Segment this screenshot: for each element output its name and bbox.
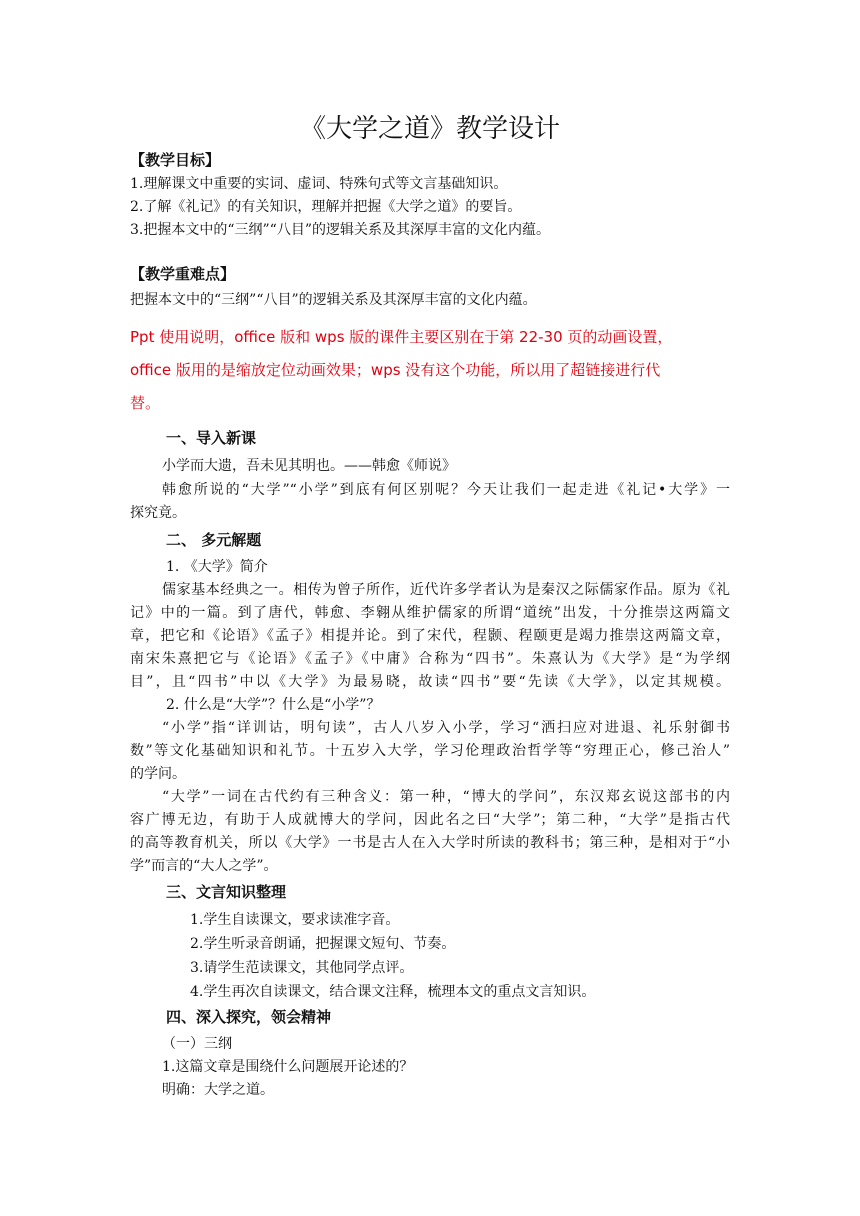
ppt-note-line: office 版用的是缩放定位动画效果；wps 没有这个功能，所以用了超链接进行代: [130, 361, 661, 379]
section-2-subheading: 2. 什么是“大学”？什么是“小学”？: [166, 697, 381, 713]
section-2-paragraph-line: 儒家基本经典之一。相传为曾子所作，近代许多学者认为是秦汉之际儒家作品。原为《礼: [162, 582, 730, 598]
section-4-question: 1.这篇文章是围绕什么问题展开论述的？: [162, 1059, 414, 1075]
section-2-paragraph-line: “小学”指“详训诂，明句读”，古人八岁入小学，学习“洒扫应对进退、礼乐射御书: [162, 720, 730, 736]
section-2-paragraph-line: 记》中的一篇。到了唐代，韩愈、李翱从维护儒家的所谓“道统”出发，十分推崇这两篇文: [130, 605, 730, 621]
section-2-paragraph-line: 的学问。: [130, 766, 186, 782]
section-1-quote: 小学而大遗，吾未见其明也。——韩愈《师说》: [162, 458, 456, 474]
section-3-item: 2.学生听录音朗诵，把握课文短句、节奏。: [190, 936, 456, 952]
section-2-subheading: 1. 《大学》简介: [166, 559, 268, 575]
key-points-text: 把握本文中的“三纲”“八目”的逻辑关系及其深厚丰富的文化内蕴。: [130, 292, 537, 308]
section-2-paragraph-line: 的高等教育机关，所以《大学》一书是古人在入大学时所读的教科书；第三种，是相对于“小: [130, 835, 730, 851]
section-2-heading: 二、 多元解题: [166, 531, 262, 549]
section-2-paragraph-line: 容广博无边，有助于人成就博大的学问，因此名之曰“大学”；第二种，“大学”是指古代: [130, 812, 730, 828]
section-1-paragraph-line: 韩愈所说的“大学”“小学”到底有何区别呢？今天让我们一起走进《礼记•大学》一: [162, 482, 730, 498]
section-2-paragraph-line: “大学”一词在古代约有三种含义：第一种，“博大的学问”，东汉郑玄说这部书的内: [162, 789, 730, 805]
ppt-note-line: Ppt 使用说明，office 版和 wps 版的课件主要区别在于第 22-30 页的动画设置，: [130, 328, 673, 346]
goals-heading: 【教学目标】: [130, 151, 221, 169]
section-4-heading: 四、深入探究，领会精神: [166, 1008, 332, 1026]
section-2-paragraph-line: 章，把它和《论语》《孟子》相提并论。到了宋代，程颢、程颐更是竭力推崇这两篇文章，: [130, 628, 730, 644]
section-1-paragraph-line: 探究竟。: [130, 505, 186, 521]
ppt-note-line: 替。: [130, 394, 161, 412]
document-title: 《大学之道》教学设计: [299, 114, 560, 144]
goal-item: 1.理解课文中重要的实词、虚词、特殊句式等文言基础知识。: [130, 176, 508, 192]
section-3-item: 4.学生再次自读课文，结合课文注释，梳理本文的重点文言知识。: [190, 984, 596, 1000]
section-4-answer: 明确：大学之道。: [162, 1082, 274, 1098]
section-3-heading: 三、文言知识整理: [166, 883, 287, 901]
section-3-item: 3.请学生范读课文，其他同学点评。: [190, 960, 414, 976]
section-2-paragraph-line: 目”，且“四书”中以《大学》为最易晓，故读“四书”要“先读《大学》，以定其规模。: [130, 674, 730, 690]
section-2-paragraph-line: 数”等文化基础知识和礼节。十五岁入大学，学习伦理政治哲学等“穷理正心，修己治人”: [130, 743, 730, 759]
goal-item: 2.了解《礼记》的有关知识，理解并把握《大学之道》的要旨。: [130, 199, 522, 215]
key-points-heading: 【教学重难点】: [130, 265, 236, 283]
goal-item: 3.把握本文中的“三纲”“八目”的逻辑关系及其深厚丰富的文化内蕴。: [130, 222, 550, 238]
section-2-paragraph-line: 南宋朱熹把它与《论语》《孟子》《中庸》合称为“四书”。朱熹认为《大学》是“为学纲: [130, 651, 730, 667]
section-1-heading: 一、导入新课: [166, 429, 257, 447]
section-2-paragraph-line: 学”而言的“大人之学”。: [130, 858, 278, 874]
section-4-subheading: （一）三纲: [162, 1036, 232, 1052]
section-3-item: 1.学生自读课文，要求读准字音。: [190, 912, 400, 928]
